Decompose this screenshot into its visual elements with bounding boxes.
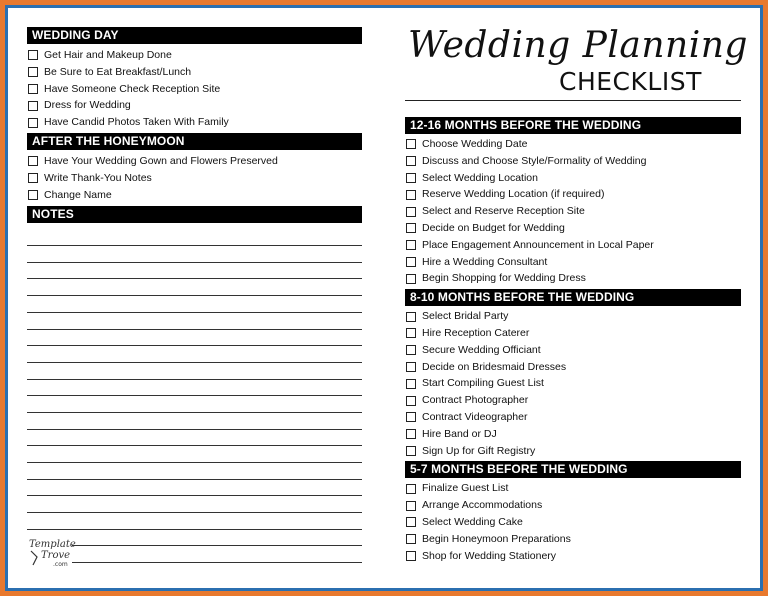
item-label: Select Wedding Cake	[422, 515, 523, 528]
checklist-item[interactable]	[405, 254, 741, 271]
checkbox[interactable]	[406, 173, 416, 183]
checkbox[interactable]	[406, 362, 416, 372]
note-line[interactable]	[72, 530, 362, 547]
months-8-10-header: 8-10 MONTHS BEFORE THE WEDDING	[405, 289, 741, 306]
item-label: Select Bridal Party	[422, 310, 509, 323]
note-line[interactable]	[27, 246, 362, 263]
checkbox[interactable]	[406, 379, 416, 389]
item-label: Hire Reception Caterer	[422, 326, 530, 339]
item-label: Start Compiling Guest List	[422, 377, 544, 390]
item-label: Shop for Wedding Stationery	[422, 549, 557, 562]
logo-line2: Trove	[41, 550, 71, 561]
checklist-item[interactable]	[27, 187, 362, 204]
checkbox[interactable]	[406, 396, 416, 406]
item-label: Change Name	[44, 188, 112, 201]
checkbox[interactable]	[406, 517, 416, 527]
logo-flourish	[31, 551, 37, 565]
checkbox[interactable]	[406, 223, 416, 233]
title-rule	[405, 100, 741, 101]
checklist-item[interactable]	[405, 203, 741, 220]
item-label: Discuss and Choose Style/Formality of Wedding	[422, 154, 647, 167]
checkbox[interactable]	[28, 156, 38, 166]
note-line[interactable]	[27, 263, 362, 280]
item-label: Write Thank-You Notes	[44, 171, 152, 184]
checklist-item[interactable]	[405, 409, 741, 426]
checklist-item[interactable]	[405, 497, 741, 514]
checkbox[interactable]	[406, 446, 416, 456]
note-line[interactable]	[27, 296, 362, 313]
item-label: Have Your Wedding Gown and Flowers Preserved	[44, 154, 278, 167]
item-label: Begin Honeymoon Preparations	[422, 532, 571, 545]
checkbox[interactable]	[28, 118, 38, 128]
note-line[interactable]	[27, 513, 362, 530]
item-label: Sign Up for Gift Registry	[422, 444, 536, 457]
note-line[interactable]	[72, 546, 362, 563]
checkbox[interactable]	[406, 484, 416, 494]
note-line[interactable]	[27, 330, 362, 347]
item-label: Dress for Wedding	[44, 99, 131, 112]
checklist-item[interactable]	[405, 170, 741, 187]
checkbox[interactable]	[406, 139, 416, 149]
item-label: Decide on Budget for Wedding	[422, 221, 565, 234]
checklist-item[interactable]	[405, 375, 741, 392]
after-honeymoon-header: AFTER THE HONEYMOON	[27, 133, 362, 150]
item-label: Hire a Wedding Consultant	[422, 255, 548, 268]
template-trove-logo	[27, 535, 87, 571]
item-label: Finalize Guest List	[422, 482, 509, 495]
note-line[interactable]	[27, 413, 362, 430]
months-5-7-header: 5-7 MONTHS BEFORE THE WEDDING	[405, 461, 741, 478]
checkbox[interactable]	[406, 412, 416, 422]
months-12-16-header: 12-16 MONTHS BEFORE THE WEDDING	[405, 117, 741, 134]
checklist-item[interactable]	[405, 531, 741, 548]
checklist-item[interactable]	[405, 443, 741, 460]
left-column	[27, 27, 362, 563]
checkbox[interactable]	[28, 190, 38, 200]
note-line[interactable]	[27, 396, 362, 413]
checklist-item[interactable]	[405, 325, 741, 342]
right-column	[405, 25, 748, 564]
note-line[interactable]	[27, 480, 362, 497]
wedding-day-list	[27, 47, 362, 131]
item-label: Have Candid Photos Taken With Family	[44, 116, 229, 129]
logo-line3: .com	[53, 561, 68, 568]
checklist-item[interactable]	[405, 136, 741, 153]
item-label: Secure Wedding Officiant	[422, 343, 541, 356]
note-line[interactable]	[27, 229, 362, 246]
item-label: Hire Band or DJ	[422, 427, 497, 440]
checkbox[interactable]	[28, 84, 38, 94]
checkbox[interactable]	[406, 257, 416, 267]
checklist-title: CHECKLIST	[559, 67, 702, 96]
logo-graphic	[27, 535, 87, 571]
note-line[interactable]	[27, 380, 362, 397]
item-label: Select and Reserve Reception Site	[422, 205, 585, 218]
checkbox[interactable]	[406, 312, 416, 322]
months-8-10-list	[405, 308, 741, 459]
checklist-item[interactable]	[27, 47, 362, 64]
item-label: Get Hair and Makeup Done	[44, 49, 172, 61]
item-label: Arrange Accommodations	[422, 499, 543, 512]
checklist-item[interactable]	[27, 97, 362, 114]
note-line[interactable]	[27, 363, 362, 380]
notes-area[interactable]	[27, 229, 362, 563]
item-label: Be Sure to Eat Breakfast/Lunch	[44, 65, 192, 78]
checklist-item[interactable]	[27, 114, 362, 131]
note-line[interactable]	[27, 446, 362, 463]
item-label: Select Wedding Location	[422, 171, 538, 184]
item-label: Decide on Bridesmaid Dresses	[422, 360, 567, 373]
checklist-item[interactable]	[405, 548, 741, 565]
checklist-item[interactable]	[405, 480, 741, 497]
item-label: Place Engagement Announcement in Local Paper	[422, 238, 654, 251]
item-label: Have Someone Check Reception Site	[44, 82, 221, 95]
checklist-item[interactable]	[27, 64, 362, 81]
checkbox[interactable]	[406, 551, 416, 561]
checkbox[interactable]	[406, 240, 416, 250]
note-line[interactable]	[27, 430, 362, 447]
title-block	[405, 25, 748, 103]
checklist-item[interactable]	[405, 237, 741, 254]
checklist-item[interactable]	[405, 514, 741, 531]
checklist-item[interactable]	[27, 81, 362, 98]
months-12-16-list	[405, 136, 741, 287]
item-label: Contract Photographer	[422, 394, 529, 407]
item-label: Reserve Wedding Location (if required)	[422, 188, 605, 201]
checkbox[interactable]	[406, 207, 416, 217]
checklist-item[interactable]	[405, 220, 741, 237]
checkbox[interactable]	[406, 345, 416, 355]
script-title: Wedding Planning	[408, 25, 748, 66]
item-label: Choose Wedding Date	[422, 138, 528, 150]
checkbox[interactable]	[28, 67, 38, 77]
checkbox[interactable]	[406, 501, 416, 511]
note-line[interactable]	[27, 346, 362, 363]
note-line[interactable]	[27, 313, 362, 330]
after-honeymoon-list	[27, 153, 362, 203]
note-line[interactable]	[27, 279, 362, 296]
checklist-item[interactable]	[405, 342, 741, 359]
checklist-item[interactable]	[405, 308, 741, 325]
item-label: Contract Videographer	[422, 410, 528, 423]
checklist-item[interactable]	[27, 153, 362, 170]
months-5-7-list	[405, 480, 741, 564]
note-line[interactable]	[27, 496, 362, 513]
checkbox[interactable]	[406, 274, 416, 284]
checklist-item[interactable]	[405, 359, 741, 376]
logo-line1: Template	[29, 539, 76, 550]
checkbox[interactable]	[406, 156, 416, 166]
item-label: Begin Shopping for Wedding Dress	[422, 272, 586, 285]
checklist-item[interactable]	[405, 392, 741, 409]
wedding-day-header: WEDDING DAY	[27, 27, 362, 44]
checklist-item[interactable]	[405, 186, 741, 203]
checkbox[interactable]	[406, 328, 416, 338]
checklist-item[interactable]	[405, 153, 741, 170]
note-line[interactable]	[27, 463, 362, 480]
checklist-item[interactable]	[27, 170, 362, 187]
notes-header: NOTES	[27, 206, 362, 223]
checkbox[interactable]	[28, 101, 38, 111]
checklist-item[interactable]	[405, 426, 741, 443]
checkbox[interactable]	[28, 50, 38, 60]
checkbox[interactable]	[406, 190, 416, 200]
checkbox[interactable]	[28, 173, 38, 183]
checkbox[interactable]	[406, 429, 416, 439]
checkbox[interactable]	[406, 534, 416, 544]
checklist-item[interactable]	[405, 270, 741, 287]
